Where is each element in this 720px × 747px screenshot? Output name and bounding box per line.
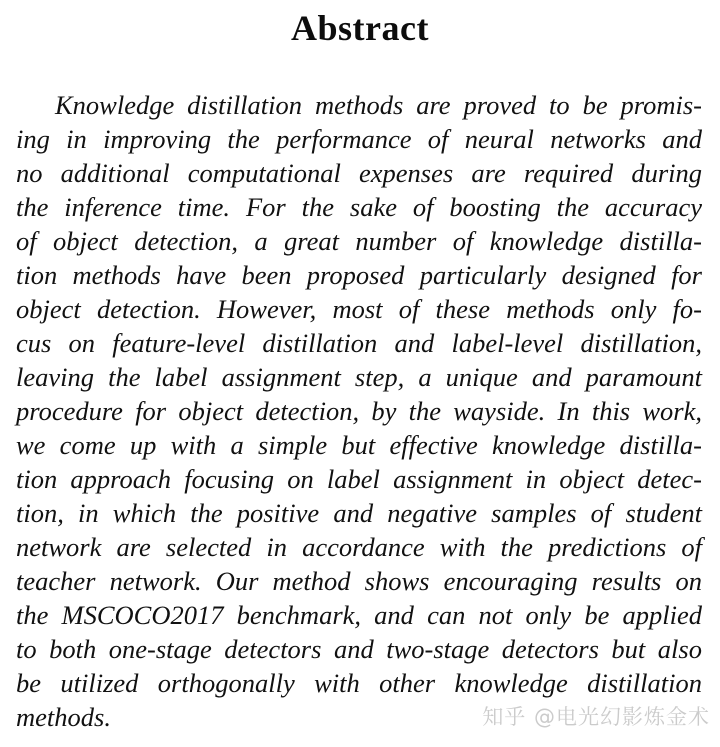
abstract-line: tion approach focusing on label assignment in object detec- xyxy=(16,464,702,494)
abstract-line: methods. xyxy=(16,702,111,732)
abstract-line: procedure for object detection, by the wayside. In this work, xyxy=(16,396,702,426)
abstract-title: Abstract xyxy=(291,8,429,48)
abstract-line: the MSCOCO2017 benchmark, and can not only be applied xyxy=(16,600,702,630)
abstract-line: network are selected in accordance with the predictions of xyxy=(16,532,702,562)
abstract-line: to both one-stage detectors and two-stage detectors but also xyxy=(16,634,702,664)
abstract-line: teacher network. Our method shows encouraging results on xyxy=(16,566,702,596)
abstract-line: the inference time. For the sake of boosting the accuracy xyxy=(16,192,702,222)
abstract-line: ing in improving the performance of neural networks and xyxy=(16,124,702,154)
abstract-body xyxy=(16,88,702,734)
abstract-line: tion methods have been proposed particularly designed for xyxy=(16,260,702,290)
abstract-line: of object detection, a great number of knowledge distilla- xyxy=(16,226,702,256)
abstract-line: leaving the label assignment step, a unique and paramount xyxy=(16,362,702,392)
abstract-line: no additional computational expenses are required during xyxy=(16,158,702,188)
abstract-line: be utilized orthogonally with other knowledge distillation xyxy=(16,668,702,698)
abstract-line: cus on feature-level distillation and label-level distillation, xyxy=(16,328,702,358)
abstract-line: Knowledge distillation methods are proved to be promis- xyxy=(55,90,702,120)
abstract-line: object detection. However, most of these methods only fo- xyxy=(16,294,702,324)
abstract-line: tion, in which the positive and negative samples of student xyxy=(16,498,702,528)
zhihu-watermark: 知乎 @电光幻影炼金术 xyxy=(482,705,710,729)
abstract-line: we come up with a simple but effective knowledge distilla- xyxy=(16,430,702,460)
